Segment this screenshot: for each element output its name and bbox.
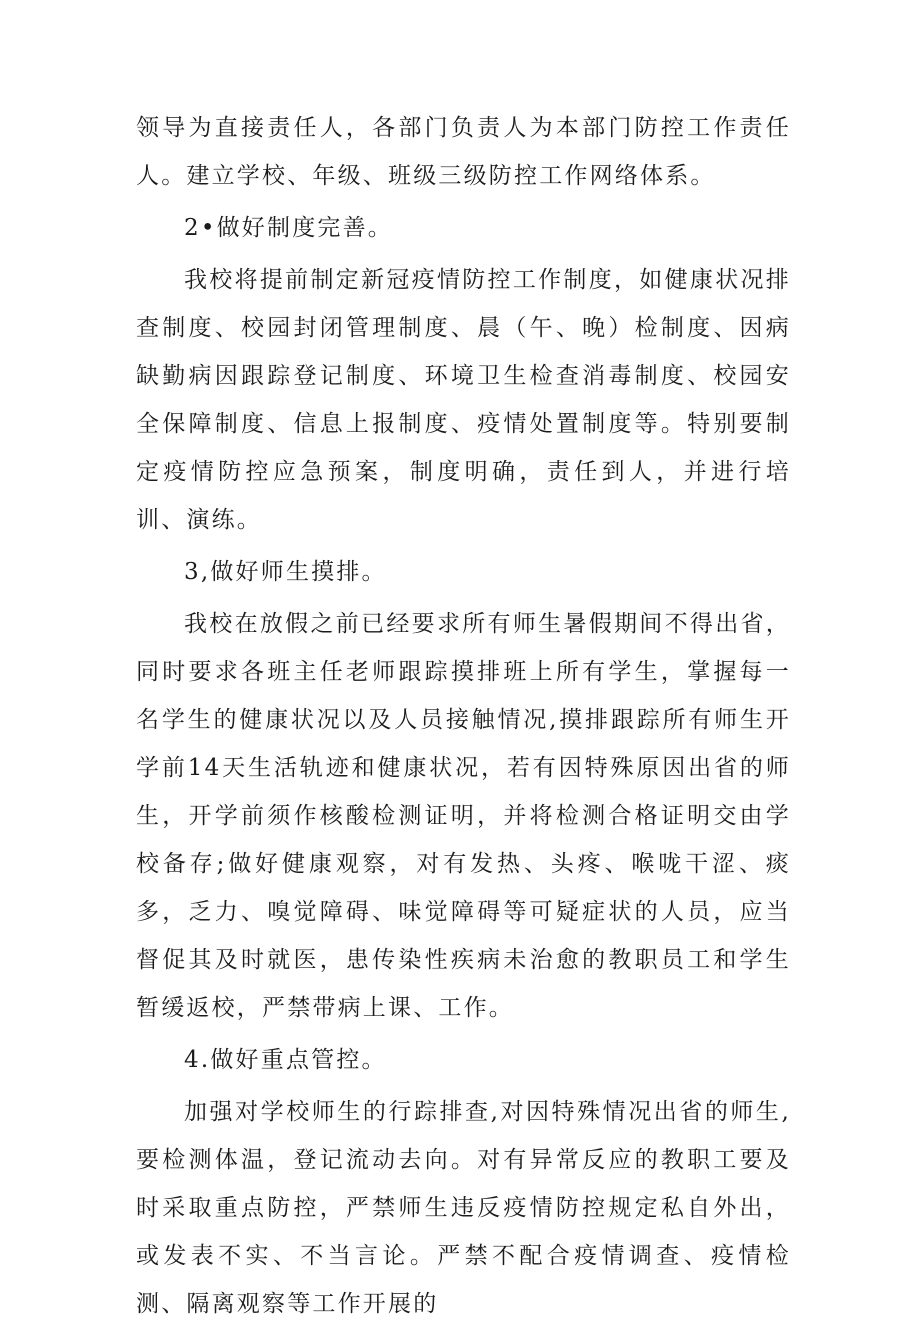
paragraph-key-control: 加强对学校师生的行踪排查,对因特殊情况出省的师生,要检测体温，登记流动去向。对有异常反应的教职工要及时采取重点防控，严禁师生违反疫情防控规定私自外出，或发表不实、不当言论。严禁不配合疫情调查、疫情检测、隔离观察等工作开展的	[136, 1099, 791, 1317]
paragraph-system-improvement: 我校将提前制定新冠疫情防控工作制度，如健康状况排查制度、校园封闭管理制度、晨（午、晚）检制度、因病缺勤病因跟踪登记制度、环境卫生检查消毒制度、校园安全保障制度、信息上报制度、疫情处置制度等。特别要制定疫情防控应急预案，制度明确，责任到人，并进行培训、演练。	[136, 267, 791, 533]
section-heading-4: 4.做好重点管控。	[184, 1047, 387, 1073]
section-heading-3: 3,做好师生摸排。	[184, 559, 387, 585]
section-heading-2: 2•做好制度完善。	[184, 215, 393, 241]
document-body	[136, 104, 791, 1328]
paragraph-screening: 我校在放假之前已经要求所有师生暑假期间不得出省，同时要求各班主任老师跟踪摸排班上所有学生，掌握每一名学生的健康状况以及人员接触情况,摸排跟踪所有师生开学前14天生活轨迹和健康状况，若有因特殊原因出省的师生，开学前须作核酸检测证明，并将检测合格证明交由学校备存;做好健康观察，对有发热、头疼、喉咙干涩、痰多，乏力、嗅觉障碍、味觉障碍等可疑症状的人员，应当督促其及时就医，患传染性疾病未治愈的教职员工和学生暂缓返校，严禁带病上课、工作。	[136, 611, 791, 1021]
paragraph-continuation: 领导为直接责任人，各部门负责人为本部门防控工作责任人。建立学校、年级、班级三级防控工作网络体系。	[136, 115, 791, 189]
